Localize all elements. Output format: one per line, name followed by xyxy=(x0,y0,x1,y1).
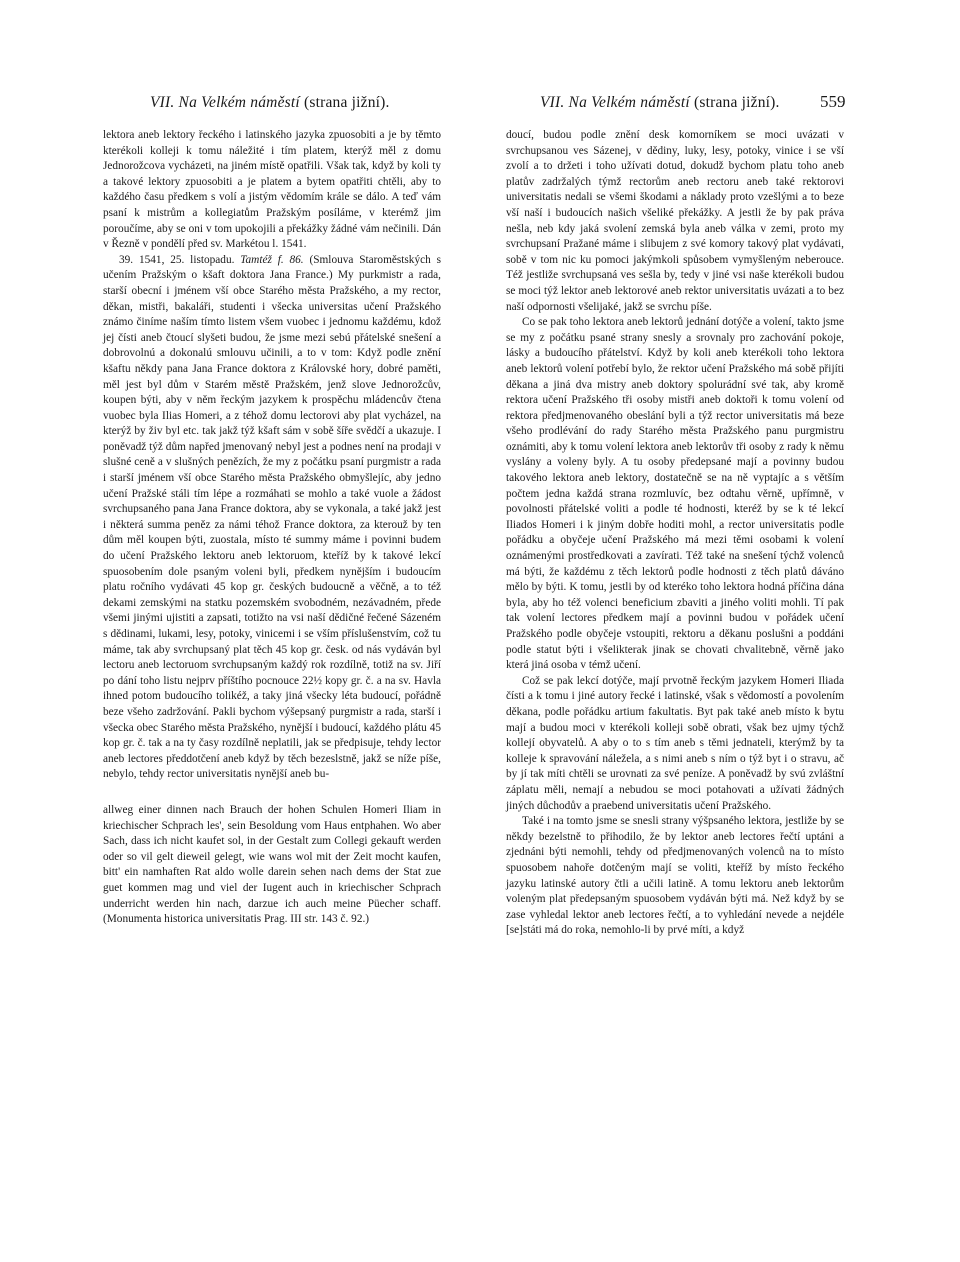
page-number: 559 xyxy=(820,92,846,111)
entry-date: 1541, 25. listopadu. xyxy=(138,253,235,266)
header-left-suffix: (strana jižní). xyxy=(303,94,390,111)
entry-text: (Smlouva Staroměstských s učením Pražským o kšaft doktora Jana France.) My purkmistr a rada, starší obecní i jménem vší obce Starého města Pražského, a my rector, děkan, mistři, bakaláři, studenti i všecka universitas učení Pražského známo činíme naším tímto listem všem vuobec i jednomu každému, kdož jej čísti aneb čtoucí slyšeti budou, že jsme mezi sebú přátelské snešení a dobrovolnú a dokonalú smlouvu učinili, a to v tom: Když podle znění kšaftu někdy pana Jana France doktora z Královské hory, dobré paměti, měl jest byl dům v Starém městě Pražském, jenž slove Jednorožcův, koupen býti, aby v něm řeckým jazykem k prospěchu mládencův čtena vuobec byla Ilias Homeri, a z téhož domu lectorovi aby plat vycházel, na kterýž by živ byl etc. tak jakž týž kšaft sám v sobě šíře svědčí a ukazuje. I poněvadž týž dům napřed jmenovaný nebyl jest a podnes není na prodaji v slušné ceně a v slušných penězích, že my z počátku psaní purgmistr a rada i starší jménem vší obce Starého města Pražského obmyšlejíc, aby jedno učení Pražské stáli tím lépe a rozmáhati se mohlo a také vuole a žádost svrchupsaného pana Jana France doktora, aby se vykonala, a také jakž jest i některá summa peněz za námi téhož France doktora, za kterouž by ten dům měl koupen býti, zuostala, místo té summy máme i povinni budem do učení Pražského lektoru aneb lektoruom, kteříž by k takové lekcí spuosobením dole psaným voleni byli, předkem nynějším i budoucím platu ročního vydávati 45 kop gr. českých budoucně a věčně, a to též dekami zemskými na statku pozemském svobodném, nezávadném, přede všemi jinými ujistiti a zapsati, totižto na vsi naší dědičné řečené Sázeném s dědinami, lukami, lesy, potoky, vinicemi i se vším příslušenstvím, což tu máme, tak aby svrchupsaný plat těch 45 kop gr. česk. od nás vydáván byl lectoru aneb lectoruom svrchupsaným každý rok rozdílně, totiž na sv. Jiří po dání toho listu nejprv příštího pocnouce 22½ kopy gr. č. a na sv. Havla ihned potom budoucího tolikéž, a taky jiná všecky léta budoucí, pořádně beze všeho zadržování. Pakli bychom výšepsaný purgmistr a rada, starší i všecka obec Starého města Pražského, nynější i budoucí, každého plátu 45 kop gr. č. tak a na ty časy rozdílně neplatili, jak se předpisuje, tehdy lector aneb lectores předdotčení aneb když by těch bezeslstně, jakž se níže píše, nebylo, tehdy rector universitatis nynější aneb bu- xyxy=(103,253,442,781)
header-right-suffix: (strana jižní). xyxy=(693,94,780,111)
header-right-prefix: VII. xyxy=(540,94,565,111)
right-paragraph-4: Také i na tomto jsme se snesli strany výšpsaného lektora, jestliže by se někdy bezelstně to přihodilo, že by lektor aneb lectores řečtí uptáni a zjednáni býti nemohli, tehdy od předjmenovaných volenců na to místo spuosobem nahoře dotčeným mají se voliti, kteříž by místo řeckého jazyku latinské autory čtli a učili latině. A tomu lektoru aneb lektorům voleným plat předepsaným spuosobem vydáván býti má. Než když by se zase vyhledal lektor aneb lectores řečtí, a to vyhledání nevede a nejdéle [se]státi má do roka, nemohlo-li by prvé míti, a když xyxy=(506,815,844,937)
left-paragraph-1: lektora aneb lektory řeckého i latinského jazyka zpuosobiti a je by těmto kterékoli kolleji k tomu náležité i tím platem, kterýž měl z domu Jednorožcova vycházeti, na jiném místě opatřili. Však tak, když by koli ty a takové lektory zpuosobiti a je platem a bytem opatřiti chtěli, aby to každého času předkem s volí a jistým vědomím krále se dálo. A teď vám psaní k mistrům a kollegiatům Pražským posíláme, v kterémž jim poroučíme, aby se oni v tom upokojili a překážky žádné vám nečinili. Dán v Řezně v pondělí před sv. Markétou l. 1541. xyxy=(103,129,441,251)
document-entry-39 xyxy=(103,253,441,783)
german-quote: allweg einer dinnen nach Brauch der hohen Schulen Homeri Iliam in kriechischer Schprach les', sein Besoldung vom Haus entphahen. Wo aber Sach, dass ich nicht kaufet sol, in der Gestalt zum Collegi gekauft werden oder so vil gelt dieweil gelegt, wie wans wol mit der Zeit mocht kaufen, bitt' ein namhaften Rat aldo wolle darein sehen nach dems der Stat zue guet kommen mag und viel der Iugent auch in kriechischer Schprach underricht werden hin nach, darzue ich auch meine Püecher schaff. (Monumenta historica universitatis Prag. III str. 143 č. 92.) xyxy=(103,803,441,926)
right-column xyxy=(506,128,844,939)
running-header-right xyxy=(540,94,780,112)
running-header-left xyxy=(150,94,390,112)
entry-number: 39. xyxy=(119,253,134,266)
right-paragraph-2: Co se pak toho lektora aneb lektorů jednání dotýče a volení, takto jsme se my z počátku psané strany snesly a srovnaly pro zachování pokoje, lásky a budoucího přátelství. Když by koli aneb kterékoli toho lektora aneb lektorů volení potřebí bylo, že rektor učení Pražského má sobě přijíti děkana a jiná dva mistry aneb doktory spolurádní své tak, aby kromě rektora učení Pražského tři osoby mistři aneb doktoři k tomu volení od rektora předjmenovaného obeslání byli a týž rector universitatis má beze všeho prodlévání do rady Starého města Pražského panu purgmistru oznámiti, aby k tomu volení lektora aneb lektorův tři osoby z rady k němu vyslány a voleny byly. A tu osoby předepsané mají a povinny budou takového lektora aneb lektory, dostatečně se na ně vyptajíc a s větším počtem jedna každá strana rozmluvíc, bez odtahu věrně, upřímně, v povolnosti přátelské voliti a podle té hodnosti, kteréž by se k té lekcí Iliados Homeri i k jiným dobře hoditi mohl, a rector universitatis podle pořádku a obyčeje učení Pražského má mezi těmi osobami k volení oznámenými prostředkovati a zavírati. Též také na snešení týchž volenců má býti, že každému z těch lektorů podle hodnosti z těch platů dáváno mělo by býti. K tomu, jestli by od kteréko toho lektora hodná příčina dána byla, aby ho též volenci beneficium zbaviti a jiného voliti mohli. Tí pak tak volení lectores předkem mají a povinni budou v pořádek učení Pražského podle obyčeje vstoupiti, rektoru a děkanu poslušni a poddáni podle statut býti i všelikterak jinak se chovati chvalitebně, věrně jako která jiná osoba v témž učení. xyxy=(506,316,844,672)
right-paragraph-3: Což se pak lekcí dotýče, mají prvotně řeckým jazykem Homeri Iliada čísti a k tomu i jiné autory řecké i latinské, však s vědomostí a povolením děkana, podle pořádku artium fakultatis. Byt pak také aneb místo k bytu mají a budou moci v kterékoli kolleji sobě obrati, však bez ujmy týchž kollejí obyvatelů. A aby o to s tím aneb s těmi jednateli, kterýmž by ta kolleje k spravování náležela, a s nimi aneb s ním o týž byt i o stravu, ač by jí tak míti chtěli se urovnati za své peníze. A poněvadž by svú zvláštní záplatu měli, nemají a nebudou se moci potahovati a užívati žádných jiných důchodův a praebend universitatis učení Pražského. xyxy=(506,674,844,812)
left-column xyxy=(103,128,441,928)
right-paragraph-1: doucí, budou podle znění desk komorníkem se moci uvázati v svrchupsanou ves Sázenej, v dědiny, luky, lesy, potoky, vinice i se vší zvolí a to držeti i toho užívati dotud, dokudž bychom platu toho aneb platův zadržalých týmž rectorům aneb rectoru aneb také rektorovi universitatis nedali se všemi škodami a náklady proto vzešlými a to beze vší naší i budoucích našich všeliké překážky. A jestli že by pak práva nešla, neb kdy jaká svolení zemská byla aneb válka v zemi, proto my svrchupsaní Pražané máme i slibujem z své komory takový plat vydávati, sobě v tom nic ku pomoci jakýmkoli spůsobem vymyšleným neberouce. Též jestliže svrchupsaná ves sešla by, tedy v jiné vsi naše kterékoli budou se moci týž lektor aneb lektorové aneb rektor universitatis uvázati a to bez naší odpornosti všelijaké, jakž se svrchu píše. xyxy=(506,129,844,313)
entry-source: Tamtéž f. 86. xyxy=(240,253,304,266)
header-left-title: Na Velkém náměstí xyxy=(178,94,300,111)
header-right-title: Na Velkém náměstí xyxy=(568,94,690,111)
header-left-prefix: VII. xyxy=(150,94,175,111)
